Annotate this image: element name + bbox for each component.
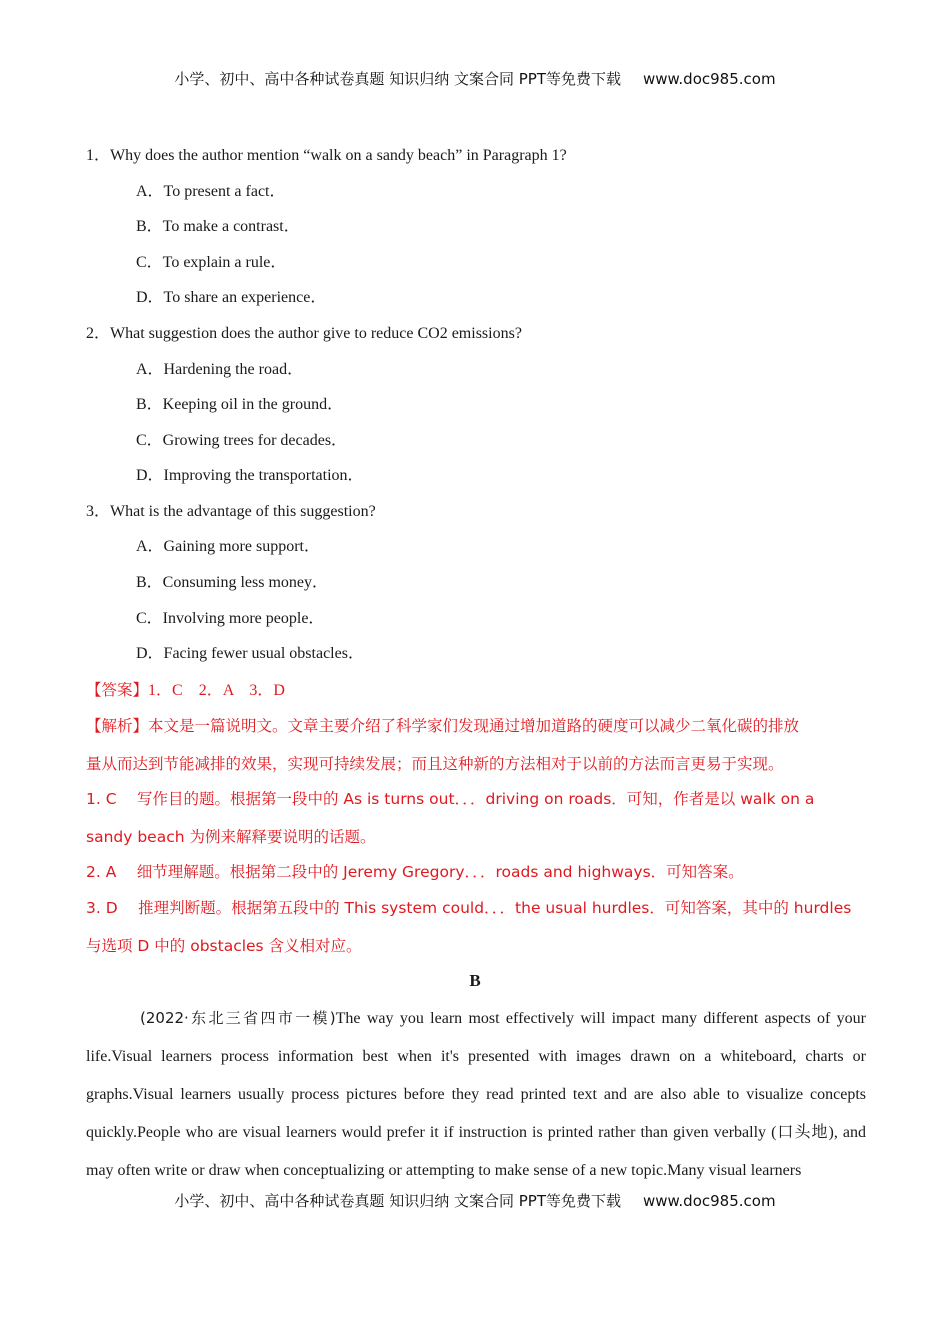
question-1-option-b: B．To make a contrast． [136,218,300,235]
analysis-q1-line-1: 1. C 写作目的题。根据第一段中的 As is turns out．．．driving on roads．可知，作者是以 walk on a [86,790,815,808]
question-1-option-c: C．To explain a rule． [136,254,287,271]
analysis-q3-line-1: 3. D 推理判断题。根据第五段中的 This system could．．．the usual hurdles．可知答案，其中的 hurdles [86,899,852,917]
question-2-option-a: A．Hardening the road． [136,361,304,378]
question-2-stem: 2．What suggestion does the author give to reduce CO2 emissions? [86,325,522,342]
question-1-option-d: D．To share an experience． [136,289,327,306]
section-b-passage [86,999,866,1190]
analysis-label: 【解析】 [86,717,149,735]
question-1-stem: 1．Why does the author mention “walk on a sandy beach” in Paragraph 1? [86,147,567,164]
passage-body: The way you learn most effectively will impact many different aspects of your life.Visual learners process information best when it's presented with images drawn on a whiteboard, charts or graphs.Visual learners usually process pictures before they read printed text and are also able to visualize concepts quickly.People who are visual learners would prefer it if instruction is printed rather than given verbally (口头地), and may often write or draw when conceptualizing or attempting to make sense of a new topic.Many visual learners [86,1010,866,1179]
analysis-text-1: 本文是一篇说明文。文章主要介绍了科学家们发现通过增加道路的硬度可以减少二氧化碳的排放 [148,717,800,735]
analysis-q2-line-1: 2. A 细节理解题。根据第二段中的 Jeremy Gregory．．．roads and highways．可知答案。 [86,863,744,881]
analysis-line-2: 量从而达到节能减排的效果，实现可持续发展；而且这种新的方法相对于以前的方法而言更易于实现。 [86,755,784,773]
footer-site-link[interactable]: www.doc985.com [642,1192,776,1210]
question-3-option-d: D．Facing fewer usual obstacles． [136,645,364,662]
answer-text: 1．C 2．A 3．D [148,682,285,699]
passage-source: (2022·东北三省四市一模) [140,1009,336,1027]
analysis-line-1 [86,716,799,736]
footer-text: 小学、初中、高中各种试卷真题 知识归纳 文案合同 PPT等免费下载 [174,1192,621,1210]
analysis-q3-line-2: 与选项 D 中的 obstacles 含义相对应。 [86,937,362,955]
question-1-option-a: A．To present a fact． [136,183,286,200]
answer-label: 【答案】 [86,681,149,699]
question-3-option-b: B．Consuming less money． [136,574,329,591]
question-2-option-d: D．Improving the transportation． [136,467,364,484]
question-2-option-b: B．Keeping oil in the ground． [136,396,344,413]
analysis-q1-line-2: sandy beach 为例来解释要说明的话题。 [86,828,376,846]
header-text: 小学、初中、高中各种试卷真题 知识归纳 文案合同 PPT等免费下载 [174,70,621,88]
question-3-option-a: A．Gaining more support． [136,538,320,555]
page-header [0,68,950,89]
section-b-heading: B [469,971,481,990]
question-2-option-c: C．Growing trees for decades． [136,432,348,449]
page-footer [0,1190,950,1211]
question-3-option-c: C．Involving more people． [136,610,325,627]
question-3-stem: 3．What is the advantage of this suggestion? [86,503,376,520]
header-site-link[interactable]: www.doc985.com [642,70,776,88]
answer-line [86,680,285,701]
